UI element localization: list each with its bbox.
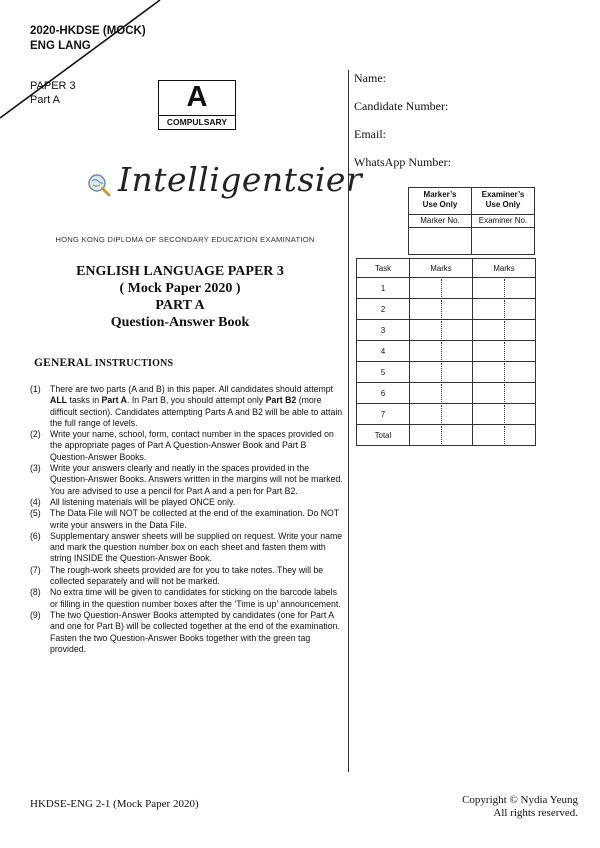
examiner-no-label: Examiner No. — [472, 215, 535, 228]
exam-code-line2: ENG LANG — [30, 40, 91, 52]
examiner-marks-cell[interactable] — [473, 341, 536, 362]
rights-line: All rights reserved. — [493, 807, 578, 819]
section-letter: A — [186, 81, 208, 113]
task-number: 6 — [357, 383, 410, 404]
instruction-text: The two Question-Answer Books attempted by candidates (one for Part A and one for Part B) will be collected together at the end of the examination. Fasten the two Question-Answer Books together with the green tag provided. — [50, 609, 340, 654]
copyright-line: Copyright © Nydia Yeung — [462, 794, 578, 806]
examiner-use-only-header — [472, 188, 535, 215]
instructions-heading — [34, 357, 173, 369]
candidate-whatsapp-field[interactable]: WhatsApp Number: — [354, 155, 451, 169]
logo-wordmark: Intelligentsier — [118, 160, 363, 199]
title-line-1: ENGLISH LANGUAGE PAPER 3 — [76, 264, 284, 279]
examiner-marks-cell[interactable] — [473, 299, 536, 320]
examiner-marks-cell[interactable] — [473, 278, 536, 299]
title-line-2: ( Mock Paper 2020 ) — [119, 281, 241, 296]
instruction-item — [30, 508, 346, 531]
title-line-3: PART A — [155, 298, 205, 313]
examiner-total-cell[interactable] — [473, 425, 536, 446]
table-row — [357, 383, 536, 404]
instruction-text: The Data File will NOT be collected at the end of the examination. Do NOT write your answers in the Data File. — [50, 508, 340, 530]
instruction-item — [30, 565, 346, 588]
header-line: Use Only — [422, 200, 458, 209]
marker-marks-cell[interactable] — [410, 383, 473, 404]
examiner-marks-cell[interactable] — [473, 404, 536, 425]
table-row — [357, 404, 536, 425]
examiner-marks-cell[interactable] — [473, 383, 536, 404]
instruction-number: (7) — [30, 564, 41, 575]
instruction-number: (4) — [30, 496, 41, 507]
instruction-emphasis: Part A — [101, 395, 127, 406]
instruction-item — [30, 610, 346, 655]
table-row — [357, 320, 536, 341]
task-number: 3 — [357, 320, 410, 341]
marker-marks-cell[interactable] — [410, 320, 473, 341]
globe-magnifier-icon — [86, 172, 112, 198]
task-number: 7 — [357, 404, 410, 425]
marker-no-label: Marker No. — [409, 215, 472, 228]
instruction-text: There are two parts (A and B) in this paper. All candidates should attempt — [50, 384, 334, 394]
instruction-emphasis: ALL — [50, 395, 68, 406]
marker-marks-cell[interactable] — [410, 404, 473, 425]
column-divider — [348, 70, 349, 772]
task-number: 4 — [357, 341, 410, 362]
section-label: COMPULSARY — [159, 115, 235, 129]
marker-marks-cell[interactable] — [410, 362, 473, 383]
instructions-list — [30, 384, 346, 655]
paper-title — [40, 263, 320, 331]
footer-paper-code: HKDSE-ENG 2-1 (Mock Paper 2020) — [30, 798, 199, 810]
table-row — [357, 362, 536, 383]
instruction-item — [30, 384, 346, 429]
table-row — [357, 278, 536, 299]
task-number: 5 — [357, 362, 410, 383]
paper-label — [30, 79, 76, 107]
instruction-text: (more difficult section). Candidates attempting Parts A and B2 will be able to attain the full range of levels. — [50, 395, 343, 428]
use-only-table — [408, 187, 535, 255]
exam-full-name: HONG KONG DIPLOMA OF SECONDARY EDUCATION EXAMINATION — [55, 235, 315, 244]
instruction-number: (1) — [30, 384, 41, 394]
paper-number: PAPER 3 — [30, 80, 76, 92]
instruction-item — [30, 463, 346, 497]
examiner-marks-cell[interactable] — [473, 320, 536, 341]
instruction-text: Write your name, school, form, contact number in the spaces provided on the appropriate pages of Part A Question-Answer Book and Part B Question-Answer Books. — [50, 429, 334, 462]
instruction-text: The rough-work sheets provided are for you to take notes. They will be collected separately and will not be marked. — [50, 564, 324, 587]
total-label: Total — [357, 425, 410, 446]
examiner-marks-cell[interactable] — [473, 362, 536, 383]
instruction-item — [30, 497, 346, 508]
marker-total-cell[interactable] — [410, 425, 473, 446]
instruction-item — [30, 587, 346, 610]
instruction-number: (5) — [30, 508, 41, 519]
candidate-name-field[interactable]: Name: — [354, 71, 386, 85]
section-box — [158, 80, 236, 130]
marker-marks-cell[interactable] — [410, 299, 473, 320]
instruction-number: (3) — [30, 463, 41, 474]
instructions-heading-big: GENERAL — [34, 357, 95, 369]
marker-marks-cell[interactable] — [410, 341, 473, 362]
instruction-text: . In Part B, you should attempt only — [127, 395, 266, 406]
header-line: Examiner’s — [481, 190, 525, 199]
instruction-text: All listening materials will be played ONCE only. — [50, 496, 236, 507]
exam-code-line1: 2020-HKDSE (MOCK) — [30, 25, 146, 37]
instructions-heading-small: INSTRUCTIONS — [94, 358, 174, 369]
task-number: 2 — [357, 299, 410, 320]
examiner-no-box[interactable] — [472, 228, 535, 255]
marker-marks-header: Marks — [410, 259, 473, 278]
instruction-item — [30, 531, 346, 565]
candidate-number-field[interactable]: Candidate Number: — [354, 99, 449, 113]
instruction-number: (8) — [30, 587, 41, 598]
candidate-email-field[interactable]: Email: — [354, 127, 386, 141]
table-row — [357, 425, 536, 446]
task-header: Task — [357, 259, 410, 278]
instruction-text: No extra time will be given to candidates for sticking on the barcode labels or filling in the question number boxes after the ‘Time is up’ announcement. — [50, 587, 341, 609]
instruction-text: Write your answers clearly and neatly in the spaces provided in the Question-Answer Books. Answers written in the margins will not be marked. You are advised to use a pencil for Part A and a pen for Part B2. — [50, 463, 343, 496]
title-line-4: Question-Answer Book — [110, 315, 250, 330]
marker-marks-cell[interactable] — [410, 278, 473, 299]
marker-use-only-header — [409, 188, 472, 215]
task-number: 1 — [357, 278, 410, 299]
copyright-notice — [452, 794, 578, 820]
table-row — [357, 299, 536, 320]
examiner-marks-header: Marks — [473, 259, 536, 278]
exam-code — [30, 24, 146, 54]
instruction-item — [30, 429, 346, 463]
header-line: Use Only — [485, 200, 521, 209]
paper-part: Part A — [30, 94, 60, 106]
instruction-number: (2) — [30, 429, 41, 440]
table-row — [357, 341, 536, 362]
instruction-number: (6) — [30, 530, 41, 541]
instruction-text: tasks in — [67, 395, 102, 406]
instruction-number: (9) — [30, 609, 41, 620]
marker-no-box[interactable] — [409, 228, 472, 255]
header-line: Marker’s — [423, 190, 457, 199]
instruction-emphasis: Part B2 — [265, 395, 297, 406]
instruction-text: Supplementary answer sheets will be supplied on request. Write your name and mark the question number box on each sheet and fasten them with string INSIDE the Question-Answer Book. — [50, 530, 343, 564]
marks-table — [356, 258, 536, 446]
